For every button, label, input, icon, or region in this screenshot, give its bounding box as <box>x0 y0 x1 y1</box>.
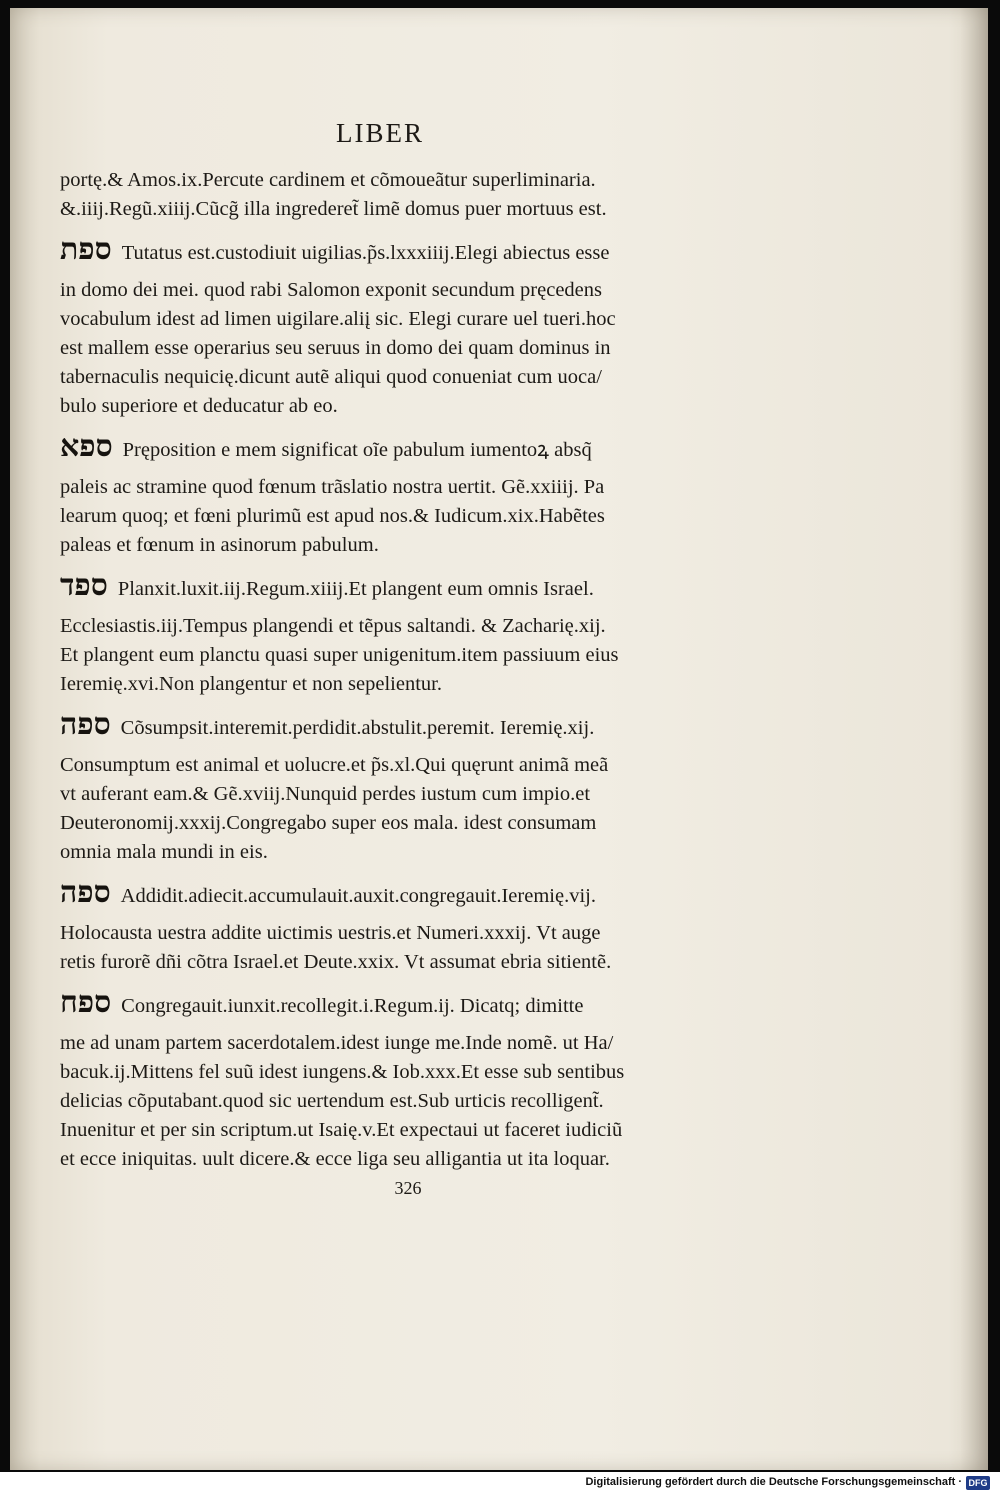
entry-line: Inuenitur et per sin scriptum.ut Isaię.v.Et expectaui ut faceret iudiciũ <box>60 1119 623 1141</box>
entry-first-line <box>60 867 710 919</box>
hebrew-headword: ספח <box>60 985 112 1020</box>
entry-line: vocabulum idest ad limen uigilare.aliį sic. Elegi curare uel tueri.hoc <box>60 308 616 330</box>
entry-line: Ecclesiastis.iij.Tempus plangendi et tẽpus saltandi. & Zacharię.xij. <box>60 615 606 637</box>
dictionary-entry <box>60 224 710 421</box>
footer-bar <box>0 1472 1000 1496</box>
dictionary-entry <box>60 867 710 977</box>
dfg-logo[interactable]: DFG <box>966 1476 990 1490</box>
entry-line: paleis ac stramine quod fœnum trãslatio nostra uertit. Gẽ.xxiiij. Pa <box>60 476 605 498</box>
dictionary-entry <box>60 560 710 699</box>
dictionary-entry <box>60 977 710 1174</box>
entry-line: learum quoq; et fœni plurimũ est apud nos.& Iudicum.xix.Habẽtes <box>60 505 605 527</box>
entry-line: Ieremię.xvi.Non plangentur et non sepelientur. <box>60 673 442 695</box>
entry-line: omnia mala mundi in eis. <box>60 841 268 863</box>
entry-line: me ad unam partem sacerdotalem.idest iunge me.Inde nomẽ. ut Ha/ <box>60 1032 614 1054</box>
entry-line: tabernaculis nequicię.dicunt autẽ aliqui quod conueniat cum uoca/ <box>60 366 602 388</box>
entry-line: bacuk.ij.Mittens fel suũ idest iungens.& Iob.xxx.Et esse sub sentibus <box>60 1061 625 1083</box>
entry-first-line <box>60 977 710 1029</box>
book-page <box>10 8 988 1470</box>
entry-text: Congregauit.iunxit.recollegit.i.Regum.ij. Dicatq; dimitte <box>121 995 584 1017</box>
text-block <box>60 166 710 1174</box>
entry-line: Deuteronomij.xxxij.Congregabo super eos mala. idest consumam <box>60 812 597 834</box>
entry-line: Et plangent eum planctu quasi super unigenitum.item passiuum eius <box>60 644 619 666</box>
hebrew-headword: ספד <box>60 568 108 603</box>
dictionary-entry <box>60 421 710 560</box>
entry-first-line <box>60 224 710 276</box>
entry-text: Cõsumpsit.interemit.perdidit.abstulit.peremit. Ieremię.xij. <box>120 717 595 739</box>
entry-first-line <box>60 421 710 473</box>
hebrew-headword: ספת <box>60 232 112 267</box>
funding-credit: Digitalisierung gefördert durch die Deutsche Forschungsgemeinschaft · <box>585 1476 962 1488</box>
intro-line: portę.& Amos.ix.Percute cardinem et cõmoueãtur superliminaria. <box>60 169 596 191</box>
page-number: 326 <box>394 1178 422 1198</box>
entry-text: Planxit.luxit.iij.Regum.xiiij.Et plangent eum omnis Israel. <box>117 578 594 600</box>
entry-line: Consumptum est animal et uolucre.et p̃s.xl.Qui quęrunt animã meã <box>60 754 609 776</box>
entry-text: Addidit.adiecit.accumulauit.auxit.congregauit.Ieremię.vij. <box>120 885 596 907</box>
entry-line: delicias cõputabant.quod sic uertendum est.Sub urticis recolligent̃. <box>60 1090 604 1112</box>
entry-line: paleas et fœnum in asinorum pabulum. <box>60 534 379 556</box>
entry-line: vt auferant eam.& Gẽ.xviij.Nunquid perdes iustum cum impio.et <box>60 783 591 805</box>
entry-line: in domo dei mei. quod rabi Salomon exponit secundum pręcedens <box>60 279 602 301</box>
hebrew-headword: ספא <box>60 429 113 464</box>
entry-first-line <box>60 699 710 751</box>
hebrew-headword: ספה <box>60 707 111 742</box>
entry-line: et ecce iniquitas. uult dicere.& ecce liga seu alligantia ut ita loquar. <box>60 1148 610 1170</box>
entry-text: Pręposition e mem significat oĩe pabulum iumentoꝝ absq̃ <box>122 439 592 461</box>
dictionary-entry <box>60 699 710 867</box>
running-header: LIBER <box>336 118 424 148</box>
entry-line: retis furorẽ dñi cõtra Israel.et Deute.xxix. Vt assumat ebria sitientẽ. <box>60 951 612 973</box>
entry-line: Holocausta uestra addite uictimis uestris.et Numeri.xxxij. Vt auge <box>60 922 601 944</box>
entry-text: Tutatus est.custodiuit uigilias.p̃s.lxxxiiij.Elegi abiectus esse <box>121 242 610 264</box>
hebrew-headword: ספה <box>60 875 111 910</box>
intro-line: &.iiij.Regũ.xiiij.Cũcg̃ illa ingrederet̃ limẽ domus puer mortuus est. <box>60 198 607 220</box>
entry-first-line <box>60 560 710 612</box>
entry-line: bulo superiore et deducatur ab eo. <box>60 395 338 417</box>
entry-line: est mallem esse operarius seu seruus in domo dei quam dominus in <box>60 337 611 359</box>
